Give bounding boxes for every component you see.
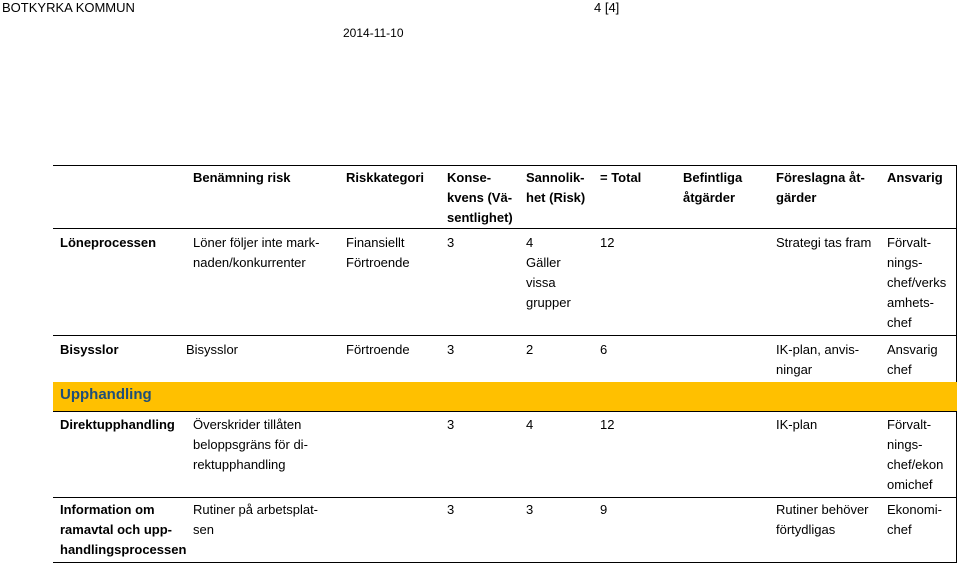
row-process: Löneprocessen — [60, 235, 157, 250]
table-rule — [53, 497, 957, 498]
row-consequence: 3 — [447, 502, 455, 517]
row-responsible: Förvalt- nings- chef/ekon omichef — [887, 417, 944, 492]
organization-name: BOTKYRKA KOMMUN — [2, 0, 135, 15]
header-existing-measures: Befintliga åtgärder — [683, 170, 743, 205]
row-probability: 4 Gäller vissa grupper — [526, 235, 571, 310]
row-process: Direktupphandling — [60, 417, 175, 432]
page-number: 4 [4] — [594, 0, 620, 15]
row-consequence: 3 — [447, 342, 455, 357]
row-total: 6 — [600, 342, 608, 357]
header-total: = Total — [600, 170, 642, 185]
table-rule — [53, 335, 957, 336]
document-date: 2014-11-10 — [343, 26, 404, 40]
header-consequence: Konse- kvens (Vä- sentlighet) — [447, 170, 513, 225]
row-total: 12 — [600, 235, 615, 250]
row-probability: 4 — [526, 417, 534, 432]
row-responsible: Ansvarig chef — [887, 342, 938, 377]
row-consequence: 3 — [447, 417, 455, 432]
row-process: Bisysslor — [60, 342, 119, 357]
table-rule — [53, 562, 957, 563]
row-probability: 2 — [526, 342, 534, 357]
table-rule — [956, 165, 957, 562]
row-proposed: Strategi tas fram — [776, 235, 872, 250]
row-proposed: Rutiner behöver förtydligas — [776, 502, 869, 537]
row-responsible: Förvalt- nings- chef/verks amhets- chef — [887, 235, 947, 330]
row-risk-name: Bisysslor — [186, 342, 239, 357]
header-responsible: Ansvarig — [887, 170, 943, 185]
row-consequence: 3 — [447, 235, 455, 250]
header-probability: Sannolik- het (Risk) — [526, 170, 586, 205]
row-responsible: Ekonomi- chef — [887, 502, 942, 537]
header-category: Riskkategori — [346, 170, 425, 185]
row-category: Finansiellt Förtroende — [346, 235, 410, 270]
row-probability: 3 — [526, 502, 534, 517]
row-proposed: IK-plan, anvis- ningar — [776, 342, 860, 377]
row-total: 9 — [600, 502, 608, 517]
row-total: 12 — [600, 417, 615, 432]
row-process: Information om ramavtal och upp- handlingsprocessen — [60, 502, 187, 557]
row-proposed: IK-plan — [776, 417, 818, 432]
header-name: Benämning risk — [193, 170, 291, 185]
header-proposed-measures: Föreslagna åt- gärder — [776, 170, 865, 205]
row-category: Förtroende — [346, 342, 410, 357]
section-title: Upphandling — [60, 386, 152, 403]
row-risk-name: Överskrider tillåten beloppsgräns för di- rektupphandling — [193, 417, 308, 472]
table-rule — [53, 411, 957, 412]
table-rule — [53, 165, 957, 166]
row-risk-name: Löner följer inte mark- naden/konkurrenter — [193, 235, 320, 270]
row-risk-name: Rutiner på arbetsplat- sen — [193, 502, 319, 537]
section-header-upphandling — [53, 382, 957, 411]
table-rule — [53, 228, 957, 229]
